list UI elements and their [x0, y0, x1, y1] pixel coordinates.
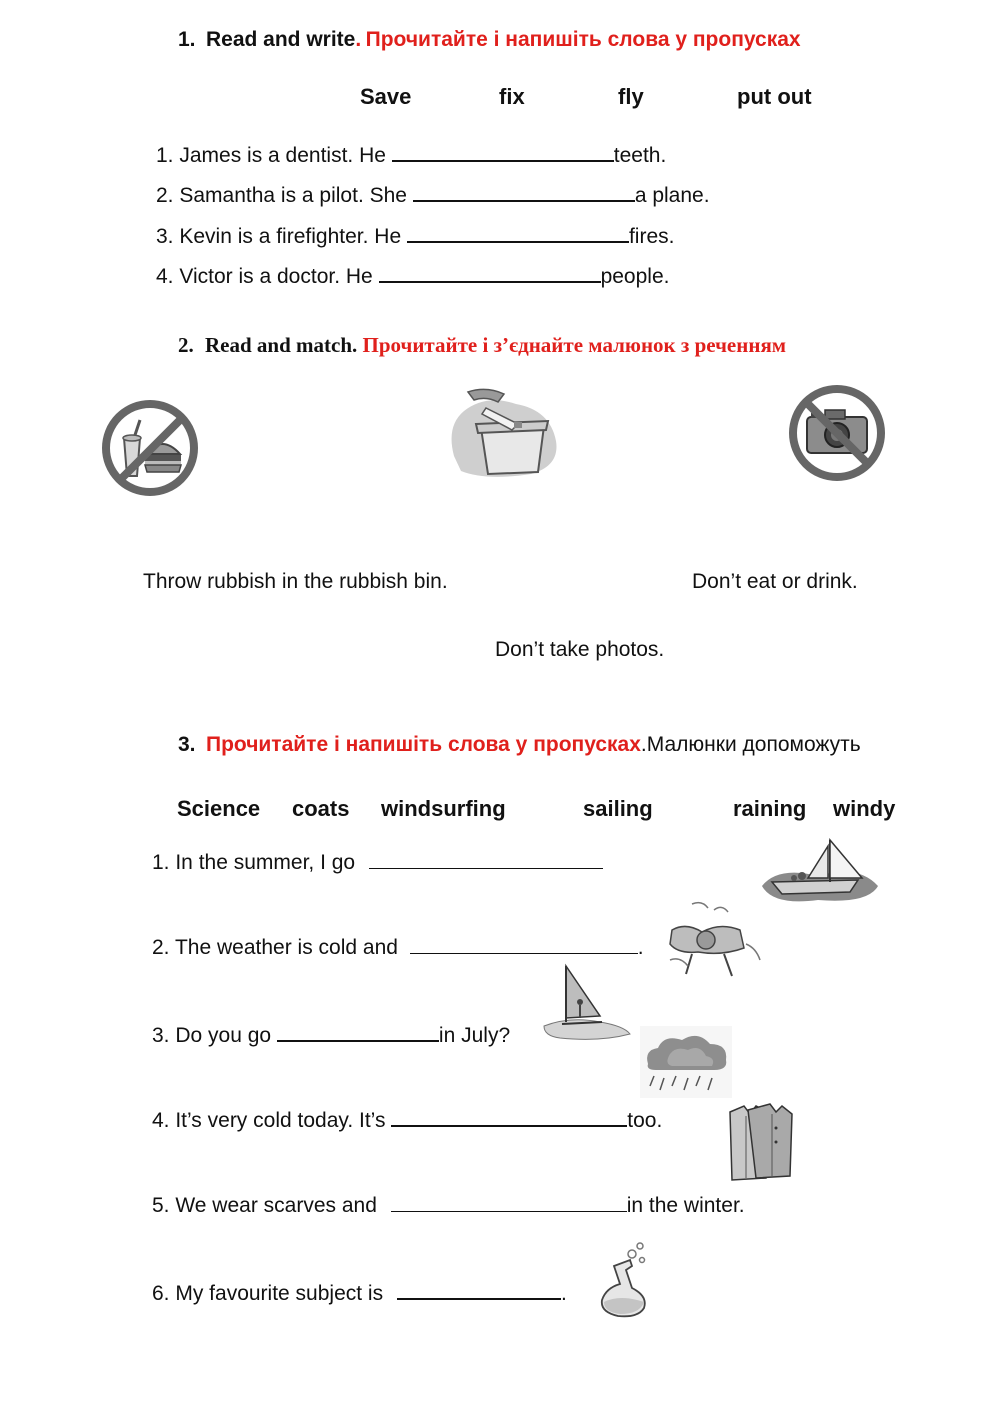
section3-number: 3. — [178, 733, 196, 756]
s1-item-3-after: fires. — [628, 225, 675, 248]
s1-item-2-before: 2. Samantha is a pilot. She — [156, 184, 413, 207]
s3-item-4-after: too. — [627, 1109, 663, 1132]
sailing-boat-icon — [758, 836, 882, 908]
s1-answer-2[interactable] — [444, 180, 664, 206]
section1-word-fly: fly — [618, 84, 644, 109]
s1-answer-4[interactable] — [405, 261, 625, 287]
coats-icon — [720, 1102, 796, 1184]
section1-title-en: Read and write — [205, 28, 356, 51]
section1-title-uk: Прочитайте і напишіть слова у пропусках — [365, 28, 801, 51]
s3-item-6-after: . — [560, 1282, 567, 1305]
section3-title-uk: Прочитайте і напишіть слова у пропусках — [205, 733, 641, 756]
s3-item-4-before: 4. It’s very cold today. It’s — [152, 1109, 392, 1132]
s3-item-3-before: 3. Do you go — [152, 1024, 277, 1047]
section3-word-windy: windy — [833, 796, 896, 821]
section3-heading — [178, 733, 861, 757]
s3-answer-4[interactable] — [420, 1105, 654, 1131]
s3-item-2-after: . — [637, 936, 644, 959]
section2-heading — [178, 333, 786, 358]
s3-answer-2[interactable] — [436, 933, 664, 959]
s3-answer-3[interactable] — [292, 1020, 454, 1046]
s1-item-4-before: 4. Victor is a doctor. He — [156, 265, 379, 288]
section2-title-en: Read and match. — [205, 333, 358, 357]
section3-word-windsurfing: windsurfing — [381, 796, 506, 821]
s1-item-1-before: 1. James is a dentist. He — [156, 144, 392, 167]
rubbish-bin-icon[interactable] — [446, 386, 561, 478]
s1-item-2-after: a plane. — [634, 184, 710, 207]
section1-word-fix: fix — [499, 84, 525, 109]
phrase-dont-take-photos[interactable]: Don’t take photos. — [495, 638, 665, 661]
section3-title-rest: .Малюнки допоможуть — [640, 733, 861, 756]
science-flask-icon — [596, 1238, 652, 1318]
s3-item-6-before: 6. My favourite subject is — [152, 1282, 389, 1305]
s1-item-3-before: 3. Kevin is a firefighter. He — [156, 225, 407, 248]
phrase-throw-rubbish[interactable]: Throw rubbish in the rubbish bin. — [143, 570, 448, 593]
section3-word-science: Science — [177, 796, 261, 821]
section2-number: 2. — [178, 333, 194, 357]
section1-word-save: Save — [360, 84, 412, 109]
s3-answer-1[interactable] — [388, 848, 622, 874]
section3-word-raining: raining — [733, 796, 807, 821]
no-camera-sign-icon[interactable] — [787, 383, 887, 483]
s1-answer-1[interactable] — [420, 140, 640, 166]
no-food-drink-sign-icon[interactable] — [100, 398, 200, 498]
s3-item-5-after: in the winter. — [626, 1194, 745, 1217]
s3-answer-5[interactable] — [416, 1191, 652, 1217]
s3-item-2-before: 2. The weather is cold and — [152, 936, 404, 959]
section1-title-dot: . — [355, 28, 362, 51]
section3-word-sailing: sailing — [583, 796, 653, 821]
s3-item-1-before: 1. In the summer, I go — [152, 851, 361, 874]
s1-answer-3[interactable] — [439, 221, 659, 247]
section3-word-coats: coats — [292, 796, 350, 821]
s3-item-3-after: in July? — [438, 1024, 511, 1047]
windsurfing-icon — [540, 962, 632, 1042]
phrase-dont-eat[interactable]: Don’t eat or drink. — [692, 570, 858, 593]
s3-answer-6[interactable] — [426, 1278, 590, 1304]
raining-cloud-icon — [636, 1024, 734, 1100]
s1-item-1-after: teeth. — [613, 144, 667, 167]
section1-number: 1. — [178, 28, 196, 51]
section1-heading — [178, 28, 801, 52]
s1-item-4-after: people. — [600, 265, 670, 288]
section1-word-put-out: put out — [737, 84, 812, 109]
windy-picture-icon — [662, 900, 766, 986]
section2-title-uk: Прочитайте і з’єднайте малюнок з реченням — [362, 333, 787, 357]
s3-item-5-before: 5. We wear scarves and — [152, 1194, 383, 1217]
